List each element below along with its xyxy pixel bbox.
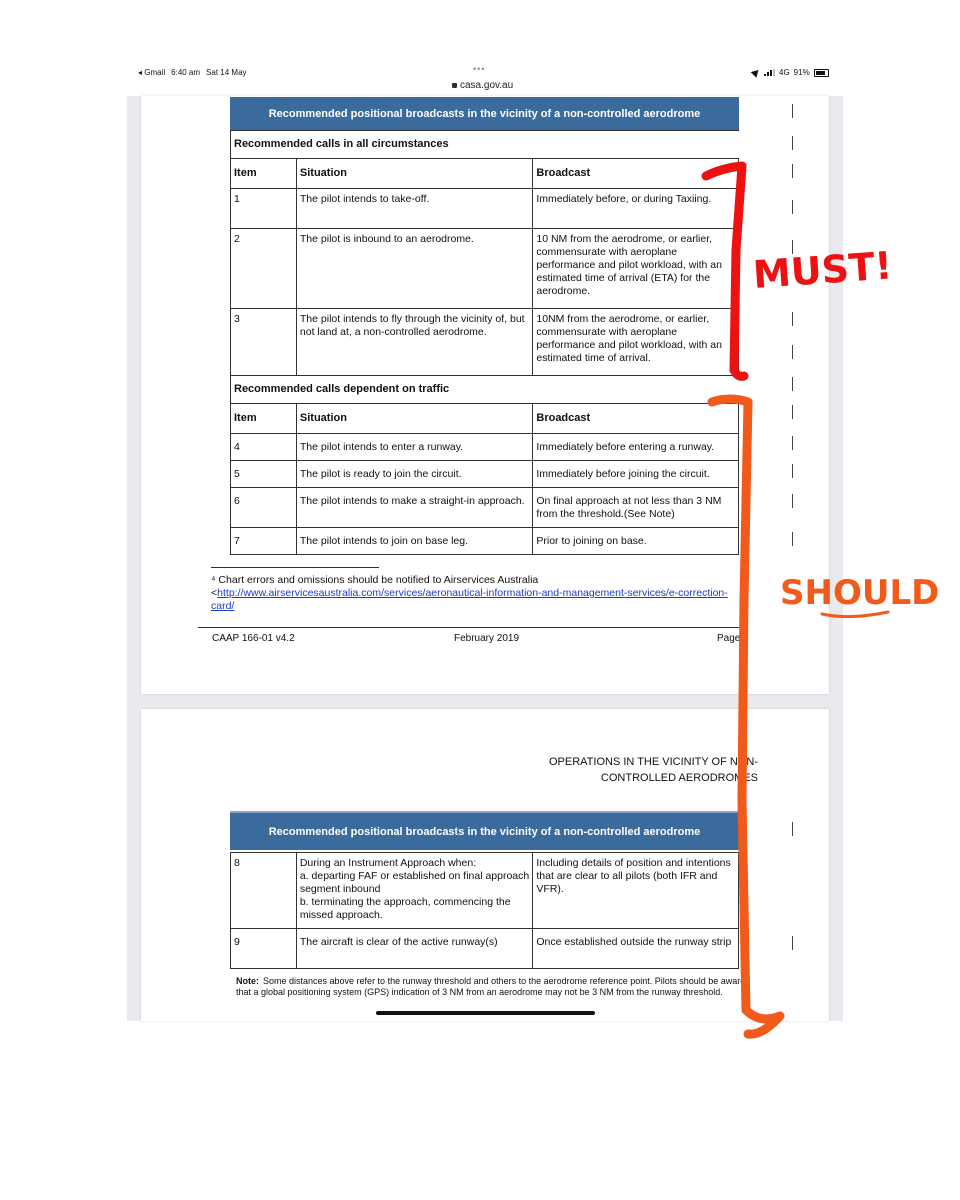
footnote-link[interactable]: http://www.airservicesaustralia.com/services/aeronautical-information-and-management-services/e-correction-card/ (211, 587, 728, 612)
running-header-line: CONTROLLED AERODROMES (600, 772, 758, 784)
cell-item: 5 (231, 461, 297, 488)
footer-date: February 2019 (454, 633, 520, 644)
cell-situation: The pilot is inbound to an aerodrome. (296, 229, 532, 309)
cell-item: 7 (231, 528, 297, 555)
cell-item: 1 (231, 189, 297, 229)
situation-line: a. departing FAF or established on final approach segment inbound (299, 870, 530, 895)
footnote-text: ⁴ Chart errors and omissions should be notified to Airservices Australia (211, 574, 539, 586)
network-label: 4G (779, 68, 790, 77)
column-header-item: Item (231, 159, 297, 189)
column-header-broadcast: Broadcast (533, 404, 739, 434)
cell-situation: The pilot intends to make a straight-in approach. (296, 488, 532, 528)
cell-situation: The pilot is ready to join the circuit. (296, 461, 532, 488)
should-label: SHOULD (780, 573, 940, 613)
table-title: Recommended positional broadcasts in the vicinity of a non-controlled aerodrome (268, 825, 701, 838)
cell-item: 8 (231, 853, 297, 929)
table-title: Recommended positional broadcasts in the vicinity of a non-controlled aerodrome (268, 107, 701, 120)
situation-line: b. terminating the approach, commencing the missed approach. (299, 896, 511, 921)
cell-item: 9 (231, 929, 297, 969)
column-header-situation: Situation (296, 404, 532, 434)
footer-doc-id: CAAP 166-01 v4.2 (212, 633, 295, 644)
cell-broadcast: 10NM from the aerodrome, or earlier, commensurate with aeroplane performance and pilot workload, with an estimated time of arrival. (533, 309, 739, 376)
section-heading: Recommended calls in all circumstances (231, 131, 739, 159)
cell-broadcast: Immediately before joining the circuit. (533, 461, 739, 488)
must-bracket (706, 166, 744, 376)
cell-item: 6 (231, 488, 297, 528)
cell-broadcast: Prior to joining on base. (533, 528, 739, 555)
url-text: casa.gov.au (460, 80, 514, 91)
running-header-line: OPERATIONS IN THE VICINITY OF NON- (548, 756, 758, 768)
situation-line: During an Instrument Approach when: (299, 857, 477, 869)
cell-situation: The pilot intends to join on base leg. (296, 528, 532, 555)
must-label: MUST! (751, 243, 894, 297)
back-to-app-link[interactable]: ◂ Gmail (138, 68, 166, 77)
section-heading: Recommended calls dependent on traffic (231, 376, 739, 404)
cell-broadcast: Immediately before entering a runway. (533, 434, 739, 461)
footer-page: Page (717, 633, 741, 644)
situation-line: The aircraft is clear of the active runway(s) (299, 936, 498, 948)
cell-broadcast: Immediately before, or during Taxiing. (533, 189, 739, 229)
broadcast-line: VFR). (536, 883, 564, 895)
cell-situation: The pilot intends to take-off. (296, 189, 532, 229)
column-header-item: Item (231, 404, 297, 434)
footnote-bracket: < (211, 587, 218, 599)
cell-broadcast: On final approach at not less than 3 NM from the threshold.(See Note) (533, 488, 739, 528)
cell-item: 4 (231, 434, 297, 461)
cell-situation: The pilot intends to fly through the vicinity of, but not land at, a non-controlled aerodrome. (296, 309, 532, 376)
broadcast-line: Including details of position and intentions that are clear to all pilots (both IFR and (536, 857, 731, 882)
cell-item: 2 (231, 229, 297, 309)
cell-item: 3 (231, 309, 297, 376)
cell-broadcast: 10 NM from the aerodrome, or earlier, commensurate with aeroplane performance and pilot workload, with an estimated time of arrival (ETA) for the aerodrome. (533, 229, 739, 309)
should-bracket (712, 399, 780, 1034)
cell-situation: The pilot intends to enter a runway. (296, 434, 532, 461)
status-date: Sat 14 May (206, 68, 247, 77)
note-label: Note: (236, 976, 259, 986)
more-dots-icon[interactable]: ••• (473, 64, 486, 74)
note-text: Some distances above refer to the runway threshold and others to the aerodrome reference point. Pilots should be aware that a global positioning system (GPS) indication of 3 NM from an aerodrome may not be 3 NM from the runway threshold. (236, 976, 746, 997)
battery-percent: 91% (793, 68, 810, 77)
status-time: 6:40 am (171, 68, 201, 77)
column-header-situation: Situation (296, 159, 532, 189)
column-header-broadcast: Broadcast (533, 159, 739, 189)
broadcast-line: Once established outside the runway strip (536, 936, 732, 948)
